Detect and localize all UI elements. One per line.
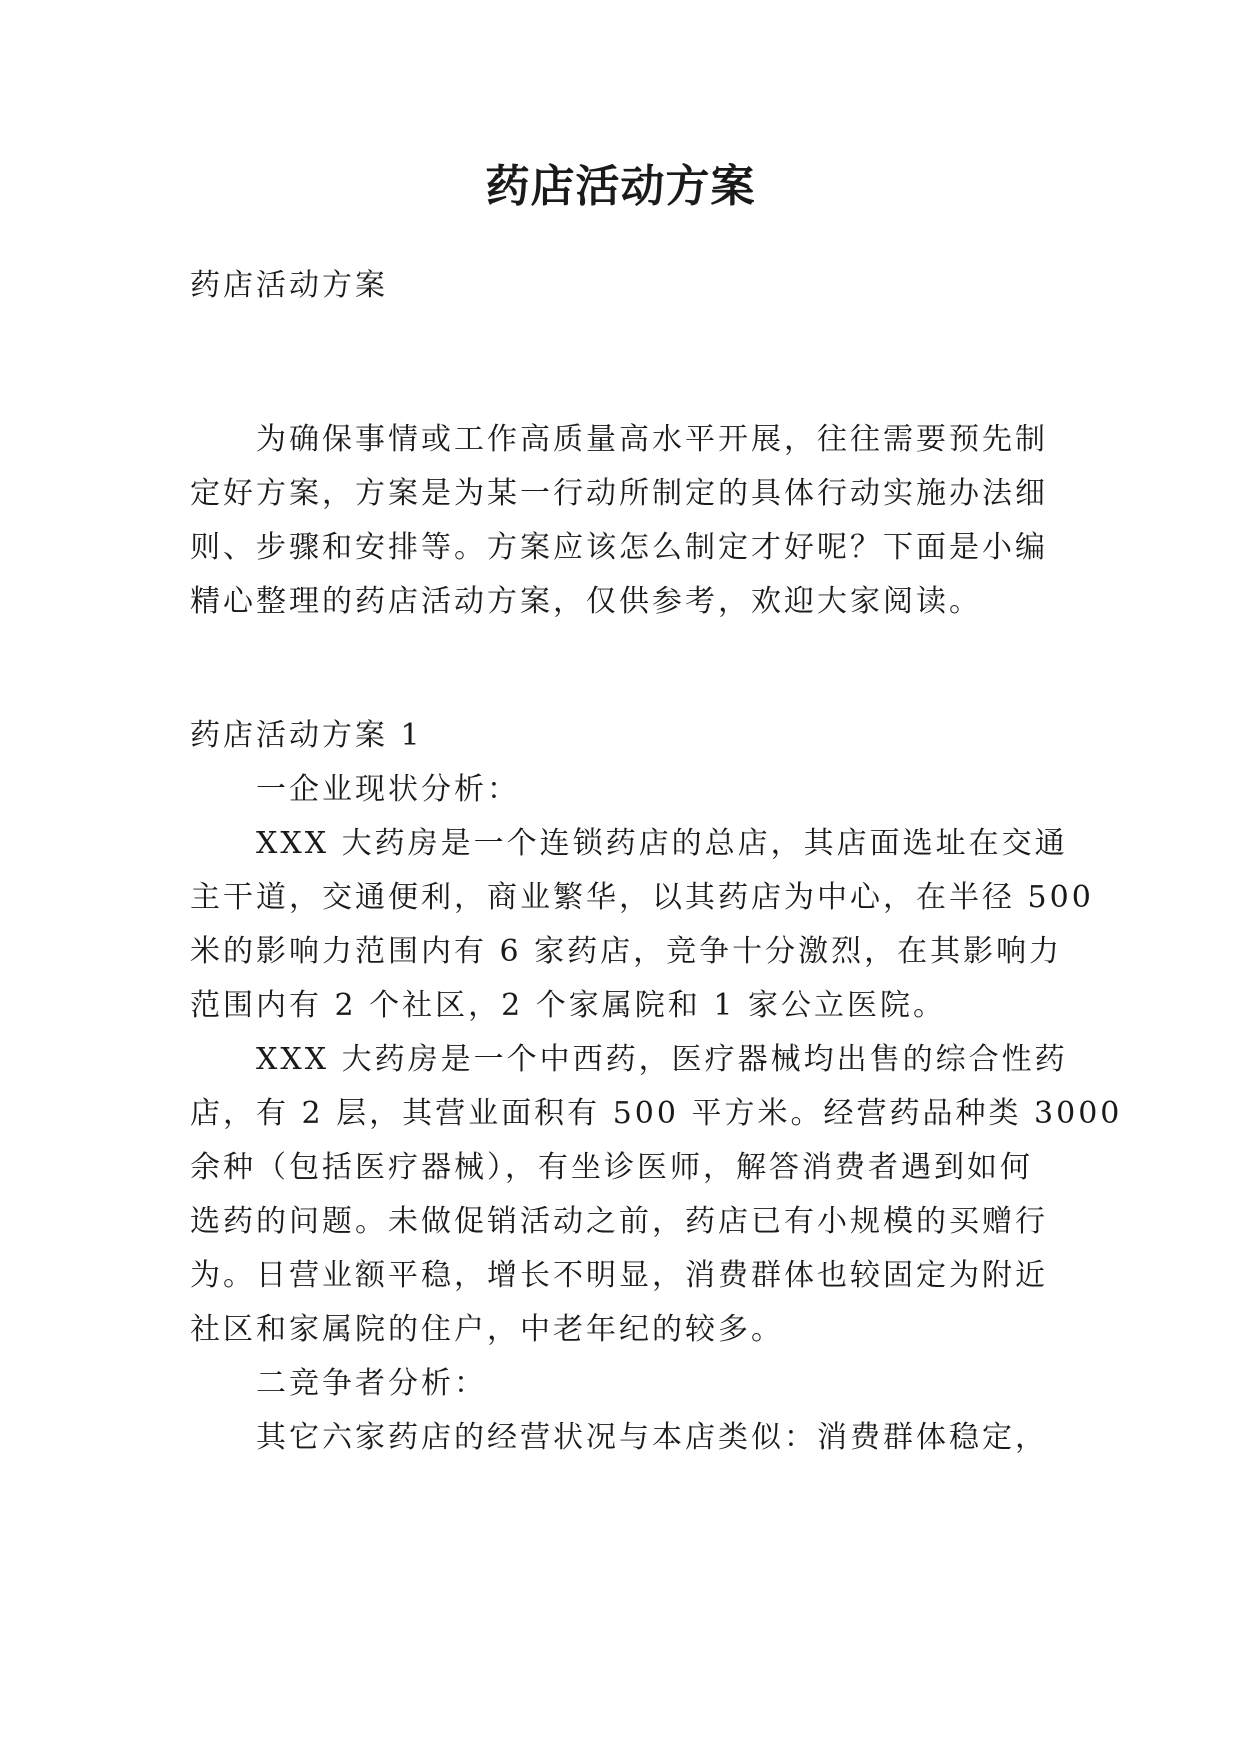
- intro-line-2: 定好方案，方案是为某一行动所制定的具体行动实施办法细: [190, 476, 1048, 511]
- para-1-line-2: 主干道，交通便利，商业繁华，以其药店为中心，在半径 500: [190, 880, 1094, 915]
- intro-line-1: 为确保事情或工作高质量高水平开展，往往需要预先制: [256, 422, 1048, 457]
- para-1-line-3: 米的影响力范围内有 6 家药店，竞争十分激烈，在其影响力: [190, 934, 1063, 969]
- heading-current-analysis: 一企业现状分析：: [256, 772, 520, 807]
- intro-line-4: 精心整理的药店活动方案，仅供参考，欢迎大家阅读。: [190, 584, 982, 619]
- heading-competitor-analysis: 二竞争者分析：: [256, 1366, 487, 1401]
- document-title: 药店活动方案: [485, 161, 756, 212]
- para-2-line-3: 余种（包括医疗器械），有坐诊医师，解答消费者遇到如何: [190, 1150, 1033, 1185]
- para-3-line-1: 其它六家药店的经营状况与本店类似：消费群体稳定，: [256, 1420, 1048, 1455]
- para-1-line-1: XXX 大药房是一个连锁药店的总店，其店面选址在交通: [256, 826, 1068, 861]
- section-title: 药店活动方案 1: [190, 718, 423, 753]
- document-subtitle: 药店活动方案: [190, 268, 388, 303]
- para-1-line-4: 范围内有 2 个社区，2 个家属院和 1 家公立医院。: [190, 988, 946, 1023]
- para-2-line-6: 社区和家属院的住户，中老年纪的较多。: [190, 1312, 784, 1347]
- para-2-line-2: 店，有 2 层，其营业面积有 500 平方米。经营药品种类 3000: [190, 1096, 1123, 1131]
- para-2-line-4: 选药的问题。未做促销活动之前，药店已有小规模的买赠行: [190, 1204, 1048, 1239]
- intro-line-3: 则、步骤和安排等。方案应该怎么制定才好呢？下面是小编: [190, 530, 1048, 565]
- para-2-line-1: XXX 大药房是一个中西药，医疗器械均出售的综合性药: [256, 1042, 1068, 1077]
- para-2-line-5: 为。日营业额平稳，增长不明显，消费群体也较固定为附近: [190, 1258, 1048, 1293]
